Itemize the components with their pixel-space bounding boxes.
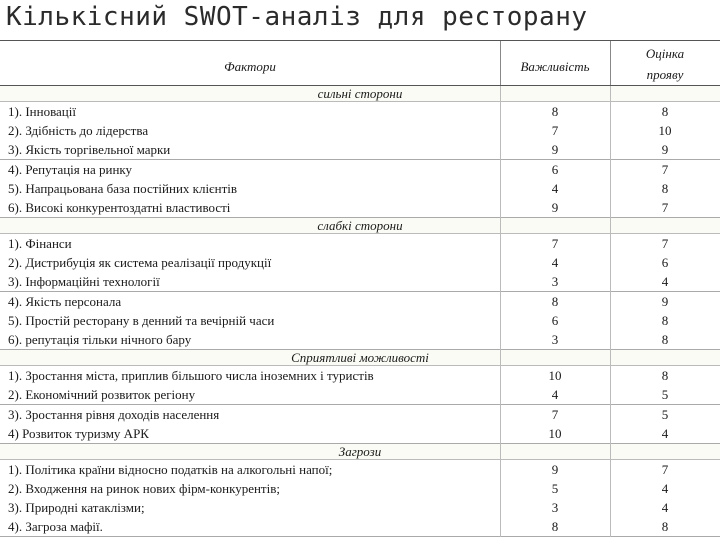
table-body	[0, 86, 720, 537]
factor-cell: 1). Інновації	[8, 104, 76, 119]
section-heading: сильні сторони	[0, 86, 720, 102]
factor-cell: 4). Якість персонала	[8, 294, 122, 309]
factor-cell: 4) Розвиток туризму АРК	[8, 426, 149, 441]
table-row	[0, 460, 720, 479]
row-group	[0, 234, 720, 292]
table-row	[0, 330, 720, 349]
rating-cell: 5	[661, 387, 669, 402]
importance-cell: 4	[551, 181, 559, 196]
table-row	[0, 179, 720, 198]
table-row	[0, 498, 720, 517]
importance-cell: 7	[551, 236, 559, 251]
importance-cell: 3	[551, 332, 559, 347]
table-row	[0, 424, 720, 443]
table-row	[0, 385, 720, 404]
factor-cell: 3). Природні катаклізми;	[8, 500, 145, 515]
table-row	[0, 366, 720, 385]
section-heading: слабкі сторони	[0, 218, 720, 234]
table-row	[0, 292, 720, 311]
rating-cell: 10	[658, 123, 672, 138]
importance-cell: 8	[551, 104, 559, 119]
importance-cell: 6	[551, 313, 559, 328]
importance-cell: 8	[551, 519, 559, 534]
rating-cell: 4	[661, 481, 669, 496]
factor-cell: 1). Фінанси	[8, 236, 72, 251]
factor-cell: 3). Інформаційні технології	[8, 274, 160, 289]
importance-cell: 6	[551, 162, 559, 177]
rating-cell: 9	[661, 142, 669, 157]
header-factors: Фактори	[224, 59, 276, 74]
importance-cell: 4	[551, 387, 559, 402]
importance-cell: 9	[551, 200, 559, 215]
factor-cell: 2). Входження на ринок нових фірм-конкурентів;	[8, 481, 280, 496]
importance-cell: 9	[551, 462, 559, 477]
table-row	[0, 234, 720, 253]
swot-table	[0, 40, 720, 537]
header-factors-cell	[0, 41, 501, 85]
table-row	[0, 102, 720, 121]
table-row	[0, 479, 720, 498]
table-row	[0, 253, 720, 272]
factor-cell: 2). Здібність до лідерства	[8, 123, 149, 138]
factor-cell: 4). Репутація на ринку	[8, 162, 133, 177]
table-row	[0, 517, 720, 536]
table-row	[0, 272, 720, 291]
column-divider	[610, 86, 611, 537]
importance-cell: 7	[551, 123, 559, 138]
header-rating-line1: Оцінка	[645, 46, 685, 61]
importance-cell: 5	[551, 481, 559, 496]
factor-cell: 6). репутація тільки нічного бару	[8, 332, 192, 347]
row-group	[0, 160, 720, 218]
factor-cell: 2). Економічний розвиток регіону	[8, 387, 196, 402]
rating-cell: 8	[661, 181, 669, 196]
table-row	[0, 198, 720, 217]
column-divider	[500, 86, 501, 537]
header-rating-cell	[610, 41, 720, 85]
section-heading: Сприятливі можливості	[0, 350, 720, 366]
table-row	[0, 121, 720, 140]
table-row	[0, 140, 720, 159]
table-row	[0, 311, 720, 330]
header-rating-line2: прояву	[646, 67, 684, 82]
rating-cell: 9	[661, 294, 669, 309]
rating-cell: 7	[661, 462, 669, 477]
factor-cell: 5). Напрацьована база постійних клієнтів	[8, 181, 238, 196]
table-row	[0, 160, 720, 179]
row-group	[0, 405, 720, 444]
rating-cell: 8	[661, 519, 669, 534]
importance-cell: 8	[551, 294, 559, 309]
factor-cell: 1). Зростання міста, приплив більшого числа іноземних і туристів	[8, 368, 374, 383]
rating-cell: 8	[661, 368, 669, 383]
rating-cell: 7	[661, 200, 669, 215]
importance-cell: 10	[548, 368, 562, 383]
importance-cell: 3	[551, 500, 559, 515]
table-header	[0, 41, 720, 86]
factor-cell: 2). Дистрибуція як система реалізації продукції	[8, 255, 272, 270]
rating-cell: 7	[661, 162, 669, 177]
factor-cell: 4). Загроза мафії.	[8, 519, 103, 534]
slide-title: Кількісний SWOT-аналіз для ресторану	[6, 2, 588, 32]
rating-cell: 5	[661, 407, 669, 422]
importance-cell: 4	[551, 255, 559, 270]
header-importance: Важливість	[520, 59, 590, 74]
row-group	[0, 366, 720, 405]
importance-cell: 7	[551, 407, 559, 422]
factor-cell: 3). Зростання рівня доходів населення	[8, 407, 220, 422]
rating-cell: 4	[661, 274, 669, 289]
rating-cell: 4	[661, 426, 669, 441]
factor-cell: 1). Політика країни відносно податків на алкогольні напої;	[8, 462, 333, 477]
header-importance-cell	[500, 41, 611, 85]
rating-cell: 7	[661, 236, 669, 251]
rating-cell: 6	[661, 255, 669, 270]
importance-cell: 3	[551, 274, 559, 289]
factor-cell: 3). Якість торгівельної марки	[8, 142, 171, 157]
row-group	[0, 102, 720, 160]
importance-cell: 9	[551, 142, 559, 157]
importance-cell: 10	[548, 426, 562, 441]
row-group	[0, 292, 720, 350]
rating-cell: 8	[661, 104, 669, 119]
rating-cell: 4	[661, 500, 669, 515]
rating-cell: 8	[661, 332, 669, 347]
section-heading: Загрози	[0, 444, 720, 460]
row-group	[0, 460, 720, 537]
factor-cell: 5). Простій ресторану в денний та вечірній часи	[8, 313, 275, 328]
factor-cell: 6). Високі конкурентоздатні властивості	[8, 200, 231, 215]
table-row	[0, 405, 720, 424]
rating-cell: 8	[661, 313, 669, 328]
